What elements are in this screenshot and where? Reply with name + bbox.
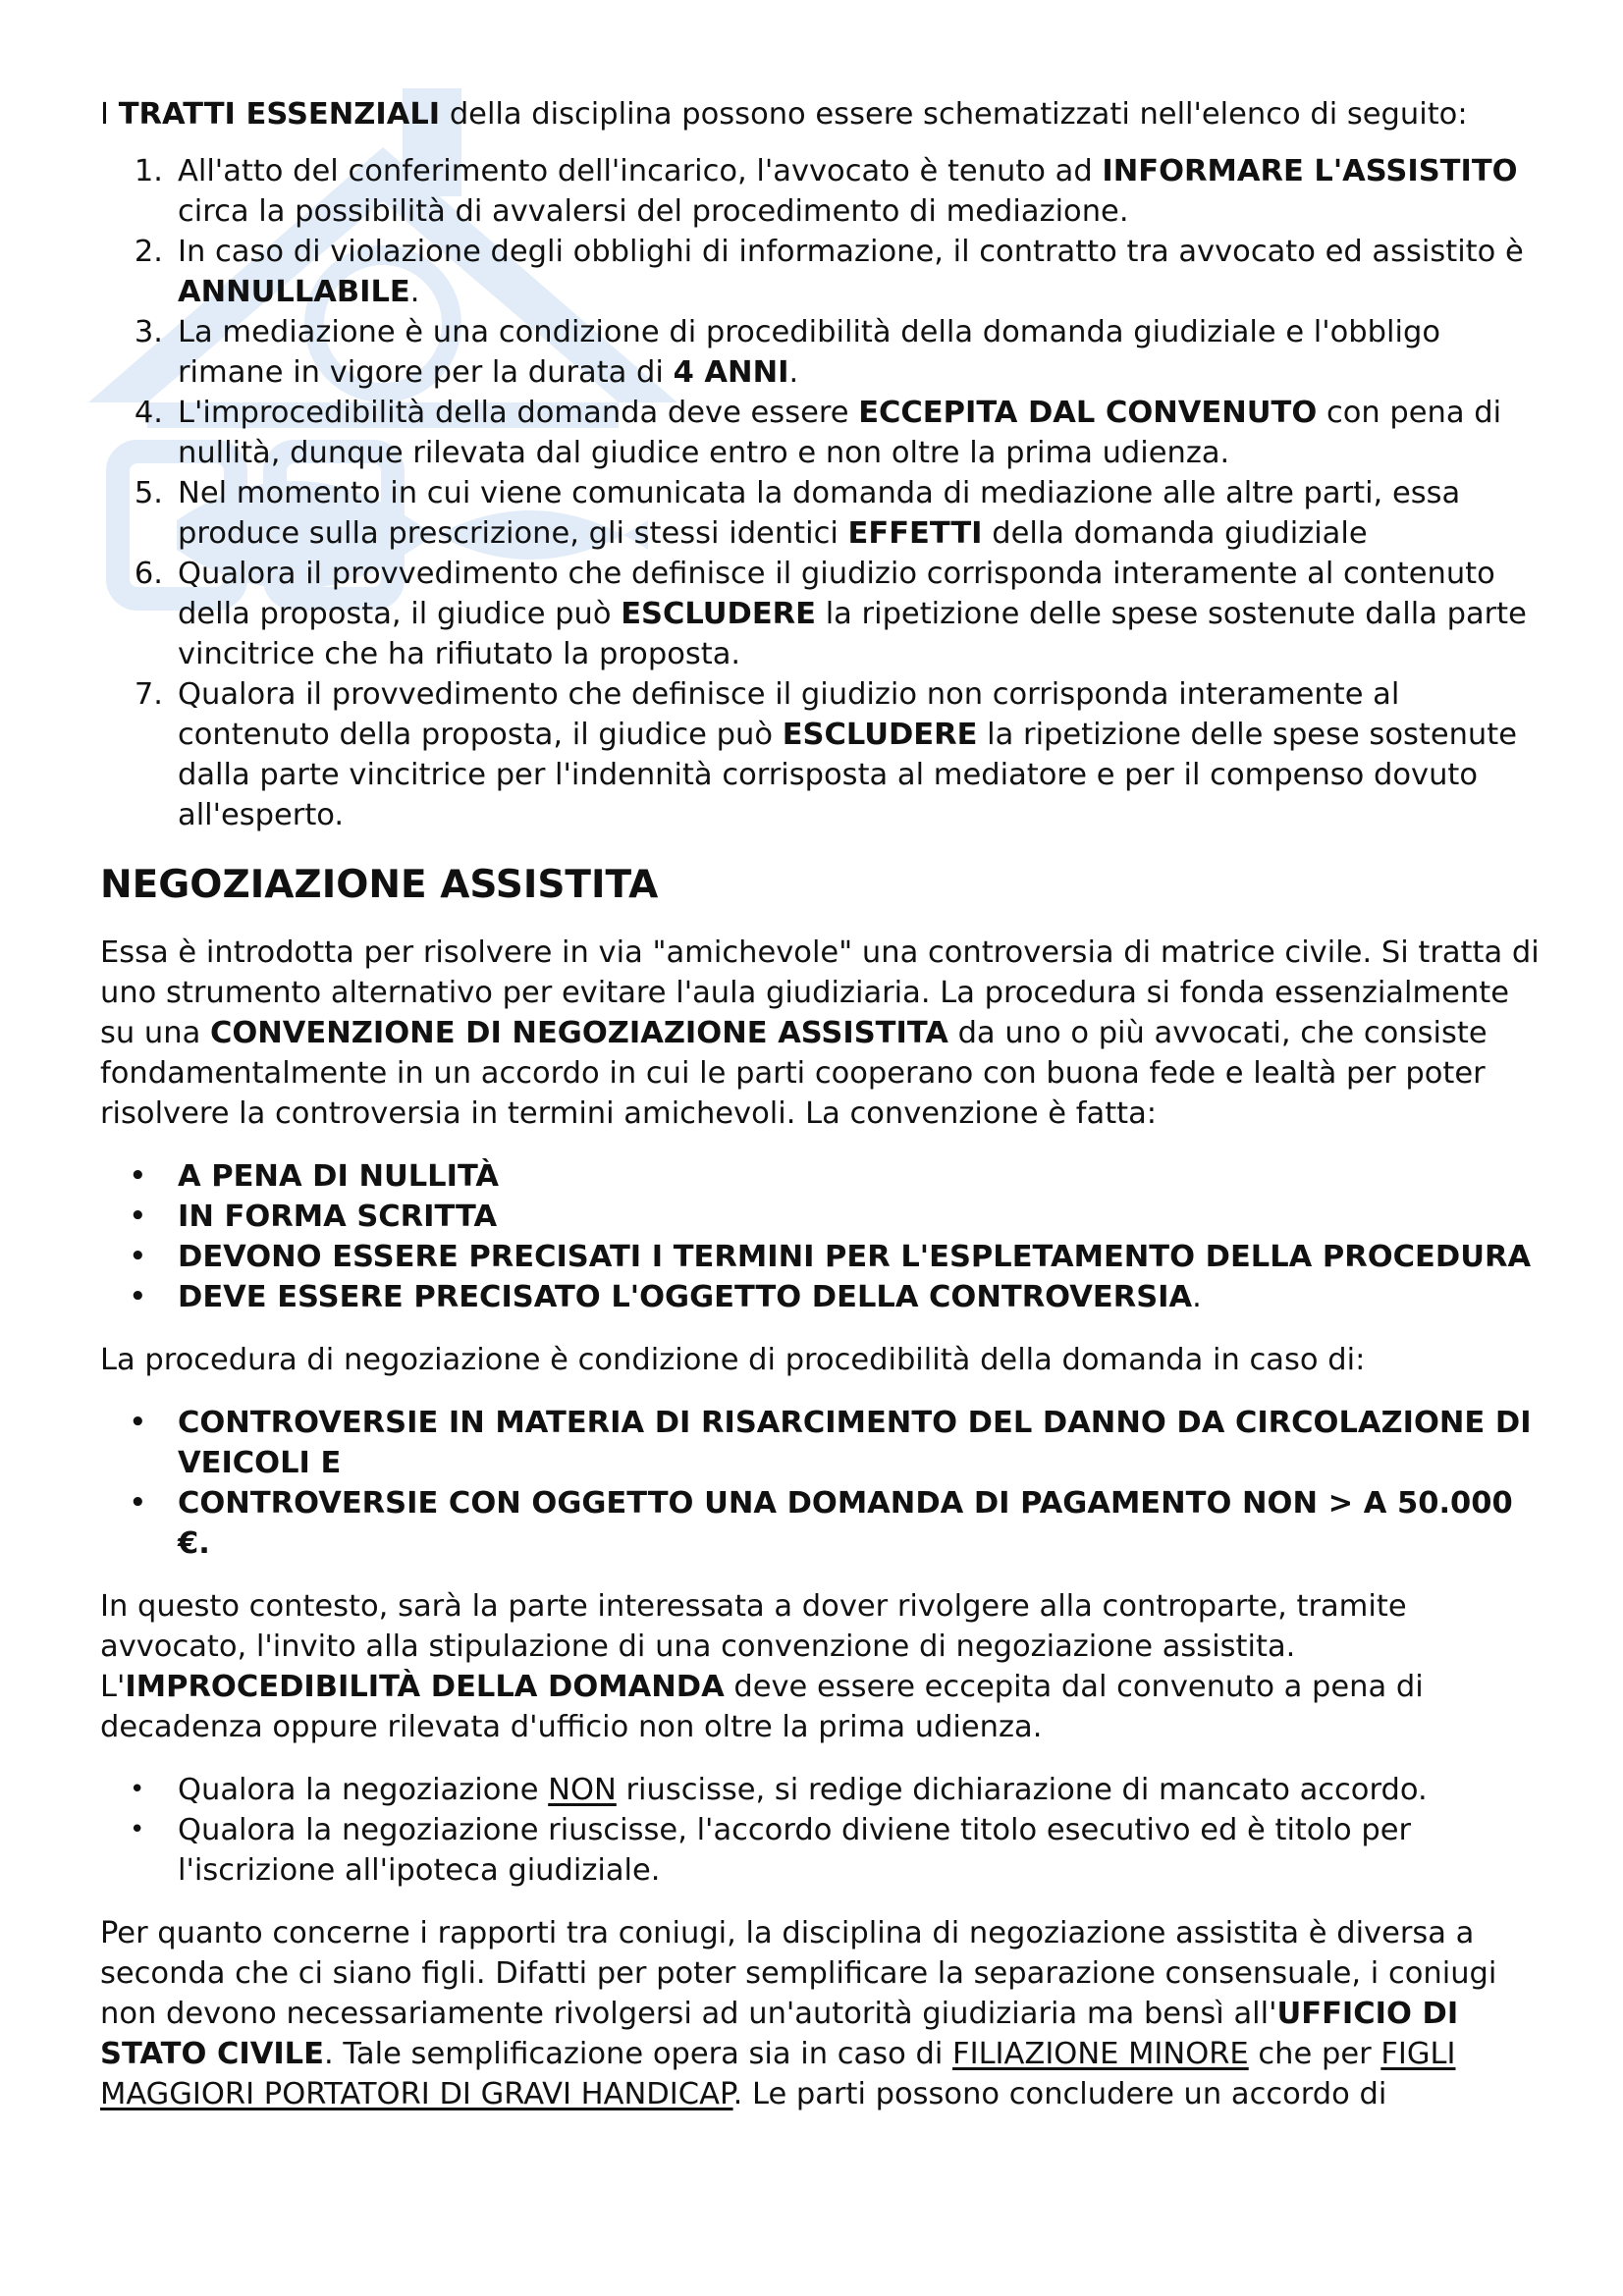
numbered-list [100,151,1543,835]
bullet-icon: • [130,1161,146,1191]
list-item-text: Qualora la negoziazione [178,1773,549,1807]
bullet-icon: • [130,1775,145,1804]
item-text-2: la ripetizione delle spese sostenute dalla parte vincitrice per l'indennità corrisposta al mediatore e per il compenso dovuto all'esperto. [178,718,1517,832]
list-item-text-2: riuscisse, si redige dichiarazione di mancato accordo. [616,1773,1428,1807]
paragraph-convenzione [100,933,1543,1134]
item-text: Qualora il provvedimento che definisce il giudizio corrisponda interamente al contenuto della proposta, il giudice può [178,557,1495,631]
paragraph-procedibilita: La procedura di negoziazione è condizione di procedibilità della domanda in caso di: [100,1343,1366,1377]
paragraph-text-2: . Tale semplificazione opera sia in caso di [323,2037,953,2071]
paragraph-text-2: deve essere eccepita dal convenuto a pena di decadenza oppure rilevata d'ufficio non oltre la prima udienza. [100,1670,1424,1744]
list-item-bold: A PENA DI NULLITÀ [178,1159,499,1194]
item-bold: 4 ANNI [673,355,789,390]
item-text: In caso di violazione degli obblighi di informazione, il contratto tra avvocato ed assistito è [178,235,1524,269]
section-heading: NEGOZIAZIONE ASSISTITA [100,863,659,907]
item-bold: ECCEPITA DAL CONVENUTO [858,396,1318,430]
item-number: 2. [134,235,163,269]
numbered-item [100,674,1543,835]
numbered-item [100,393,1543,473]
paragraph-text: Per quanto concerne i rapporti tra coniugi, la disciplina di negoziazione assistita è diversa a seconda che ci siano figli. Difatti per poter semplificare la separazione consensuale, i coniugi non devono necessariamente rivolgersi ad un'autorità giudiziaria ma bensì all' [100,1916,1497,2031]
list-item-underline: NON [548,1773,617,1807]
paragraph-coniugi [100,1913,1543,2114]
bullet-icon: • [130,1242,146,1271]
numbered-item [100,554,1543,674]
item-bold: ESCLUDERE [782,718,978,752]
bullet-icon: • [130,1408,146,1437]
paragraph-underline-2: FIGLI MAGGIORI PORTATORI DI GRAVI HANDICAP [100,2037,1456,2111]
paragraph-text-4: . Le parti possono concludere un accordo di [732,2077,1387,2111]
list-item [100,1770,1543,1810]
list-item-bold: IN FORMA SCRITTA [178,1200,498,1234]
item-text: L'improcedibilità della domanda deve essere [178,396,859,430]
item-bold: INFORMARE L'ASSISTITO [1102,154,1518,188]
list-item [100,1237,1543,1277]
paragraph-improcedibilita [100,1586,1543,1747]
item-number: 7. [134,677,163,712]
intro-text-2: della disciplina possono essere schematizzati nell'elenco di seguito: [440,97,1468,132]
item-text-2: . [409,275,420,309]
numbered-item [100,232,1543,312]
bullet-icon: • [130,1815,145,1844]
item-number: 5. [134,476,163,510]
intro-text: I [100,97,119,132]
item-text: All'atto del conferimento dell'incarico, l'avvocato è tenuto ad [178,154,1103,188]
item-text-2: . [788,355,799,390]
bullet-icon: • [130,1201,146,1231]
item-text-2: con pena di nullità, dunque rilevata dal giudice entro e non oltre la prima udienza. [178,396,1502,470]
item-text: La mediazione è una condizione di procedibilità della domanda giudiziale e l'obbligo rimane in vigore per la durata di [178,315,1440,390]
list-item-bold: DEVONO ESSERE PRECISATI I TERMINI PER L'ESPLETAMENTO DELLA PROCEDURA [178,1240,1532,1274]
list-item [100,1197,1543,1237]
list-item [100,1277,1543,1317]
list-item [100,1156,1543,1197]
item-bold: ESCLUDERE [621,597,816,631]
item-bold: ANNULLABILE [178,275,410,309]
list-item [100,1483,1543,1564]
bullet-icon: • [130,1282,146,1311]
item-number: 3. [134,315,163,349]
paragraph-bold: IMPROCEDIBILITÀ DELLA DOMANDA [125,1670,725,1704]
document-body [100,94,1543,2137]
convenzione-requirements-list [100,1156,1543,1317]
list-item-bold: CONTROVERSIE CON OGGETTO UNA DOMANDA DI PAGAMENTO NON > A 50.000 €. [178,1486,1513,1561]
list-item [100,1810,1543,1891]
item-text-2: la ripetizione delle spese sostenute dalla parte vincitrice che ha rifiutato la proposta. [178,597,1527,671]
numbered-item [100,473,1543,554]
paragraph-underline: FILIAZIONE MINORE [952,2037,1249,2071]
intro-paragraph [100,94,1543,134]
item-number: 1. [134,154,163,188]
negoziazione-outcome-list [100,1770,1543,1891]
numbered-item [100,312,1543,393]
numbered-item [100,151,1543,232]
list-item-text: . [1192,1280,1202,1314]
list-item-bold: DEVE ESSERE PRECISATO L'OGGETTO DELLA CONTROVERSIA [178,1280,1193,1314]
paragraph-text-2: da uno o più avvocati, che consiste fondamentalmente in un accordo in cui le parti cooperano con buona fede e lealtà per poter risolvere la controversia in termini amichevoli. La convenzione è fatta: [100,1016,1488,1131]
item-number: 6. [134,557,163,591]
paragraph-bold: CONVENZIONE DI NEGOZIAZIONE ASSISTITA [209,1016,948,1050]
item-text: Nel momento in cui viene comunicata la domanda di mediazione alle altre parti, essa produce sulla prescrizione, gli stessi identici [178,476,1461,551]
paragraph-bold: UFFICIO DI STATO CIVILE [100,1997,1459,2071]
item-bold: EFFETTI [847,516,983,551]
list-item [100,1403,1543,1483]
bullet-icon: • [130,1488,146,1518]
list-item-text: Qualora la negoziazione riuscisse, l'accordo diviene titolo esecutivo ed è titolo per l'iscrizione all'ipoteca giudiziale. [178,1813,1412,1888]
item-text-2: della domanda giudiziale [982,516,1368,551]
intro-bold: TRATTI ESSENZIALI [118,97,441,132]
procedibilita-cases-list [100,1403,1543,1564]
paragraph-text-3: che per [1248,2037,1381,2071]
item-text: Qualora il provvedimento che definisce il giudizio non corrisponda interamente al contenuto della proposta, il giudice può [178,677,1400,752]
paragraph-text: Essa è introdotta per risolvere in via "amichevole" una controversia di matrice civile. Si tratta di uno strumento alternativo per evitare l'aula giudiziaria. La procedura si fonda essenzialmente su una [100,935,1540,1050]
paragraph-text: In questo contesto, sarà la parte interessata a dover rivolgere alla controparte, tramite avvocato, l'invito alla stipulazione di una convenzione di negoziazione assistita. L' [100,1589,1407,1704]
list-item-bold: CONTROVERSIE IN MATERIA DI RISARCIMENTO DEL DANNO DA CIRCOLAZIONE DI VEICOLI E [178,1406,1532,1480]
item-number: 4. [134,396,163,430]
item-text-2: circa la possibilità di avvalersi del procedimento di mediazione. [178,194,1129,229]
